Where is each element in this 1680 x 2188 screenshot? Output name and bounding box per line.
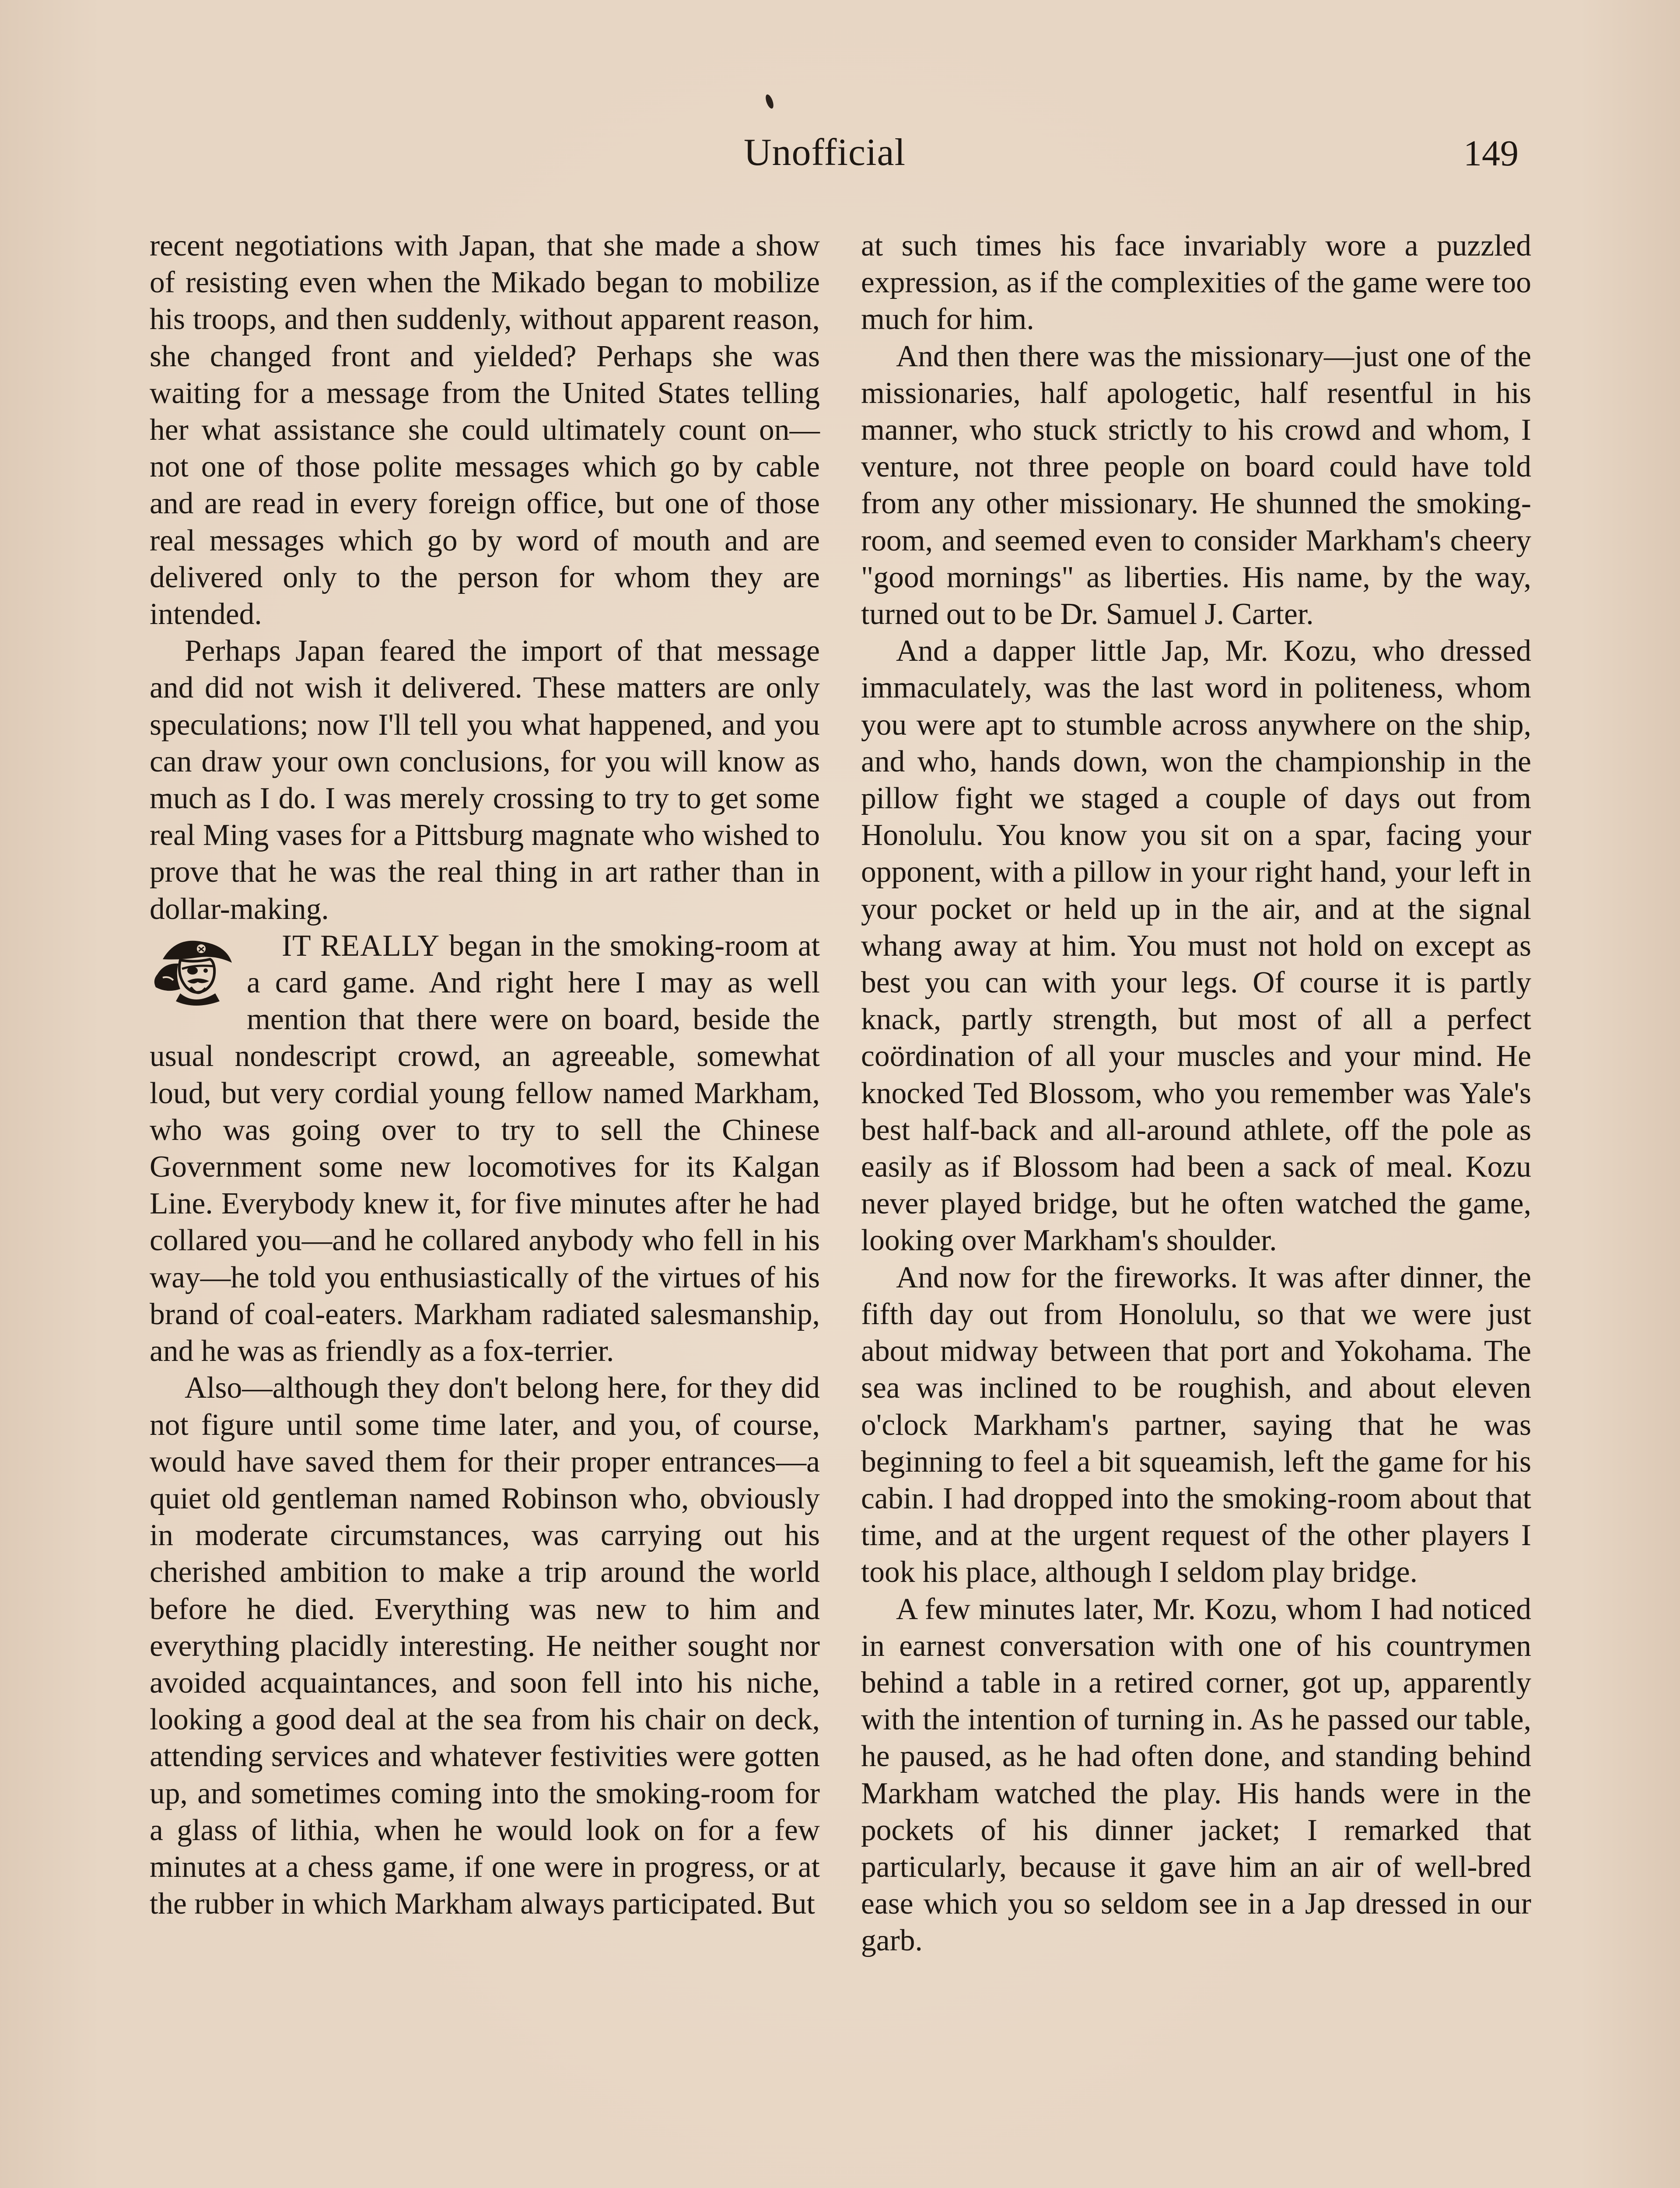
paragraph: recent negotiations with Japan, that she made a show of resisting even when the Mikado began to mobilize his troops, and then suddenly, without apparent reason, she changed front and yielded? Perhaps she was waiting for a message from the United States telling her what assistance she could ultimately count on—not one of those polite messages which go by cable and are read in every foreign office, but one of those real messages which go by word of mouth and are delivered only to the person for whom they are intended.	[150, 229, 820, 631]
page-number: 149	[1463, 133, 1519, 174]
paragraph: at such times his face invariably wore a puzzled expression, as if the complexities of the game were too much for him.	[861, 229, 1531, 337]
right-column	[861, 228, 1531, 1960]
section-opening-paragraph	[150, 928, 820, 1370]
section-lead-caps: IT REALLY	[282, 929, 440, 963]
running-head	[0, 130, 1680, 183]
paragraph: A few minutes later, Mr. Kozu, whom I had noticed in earnest conversation with one of his countrymen behind a table in a retired corner, got up, apparently with the intention of turning in. As he passed our table, he paused, as he had often done, and standing behind Markham watched the play. His hands were in the pockets of his dinner jacket; I remarked that particularly, because it gave him an air of well-bred ease which you so seldom see in a Jap dressed in our garb.	[861, 1592, 1531, 1958]
pirate-head-ornament-icon	[150, 932, 237, 1006]
paragraph: And then there was the missionary—just one of the missionaries, half apologetic, half resentful in his manner, who stuck strictly to his crowd and whom, I venture, not three people on board could have told from any other missionary. He shunned the smoking-room, and seemed even to consider Markham's cheery "good mornings" as liberties. His name, by the way, turned out to be Dr. Samuel J. Carter.	[861, 339, 1531, 631]
left-column	[150, 228, 820, 1922]
paragraph-text: began in the smoking-room at a card game. And right here I may as well mention that there were on board, beside the usual nondescript crowd, an agreeable, somewhat loud, but very cordial young fellow named Markham, who was going over to try to sell the Chinese Government some new locomotives for its Kalgan Line. Everybody knew it, for five minutes after he had collared you—and he collared anybody who fell in his way—he told you enthusiastically of the virtues of his brand of coal-eaters. Markham radiated salesmanship, and he was as friendly as a fox-terrier.	[150, 929, 820, 1368]
running-title: Unofficial	[744, 131, 906, 174]
ink-speck	[764, 94, 775, 110]
paragraph: Perhaps Japan feared the import of that message and did not wish it delivered. These matters are only speculations; now I'll tell you what happened, and you can draw your own conclusions, for you will know as much as I do. I was merely crossing to try to get some real Ming vases for a Pittsburg magnate who wished to prove that he was the real thing in art rather than in dollar-making.	[150, 634, 820, 926]
paragraph: And now for the fireworks. It was after dinner, the fifth day out from Honolulu, so that we were just about midway between that port and Yokohama. The sea was inclined to be roughish, and about eleven o'clock Markham's partner, saying that he was beginning to feel a bit squeamish, left the game for his cabin. I had dropped into the smoking-room about that time, and at the urgent request of the other players I took his place, although I seldom play bridge.	[861, 1260, 1531, 1589]
paragraph: And a dapper little Jap, Mr. Kozu, who dressed immaculately, was the last word in politeness, whom you were apt to stumble across anywhere on the ship, and who, hands down, won the championship in the pillow fight we staged a couple of days out from Honolulu. You know you sit on a spar, facing your opponent, with a pillow in your right hand, your left in your pocket or held up in the air, and at the signal whang away at him. You must not hold on except as best you can with your legs. Of course it is partly knack, partly strength, but most of all a perfect coördination of all your muscles and your mind. He knocked Ted Blossom, who you remember was Yale's best half-back and all-around athlete, off the pole as easily as if Blossom had been a sack of meal. Kozu never played bridge, but he often watched the game, looking over Markham's shoulder.	[861, 634, 1531, 1258]
paragraph: Also—although they don't belong here, for they did not figure until some time later, and you, of course, would have saved them for their proper entrances—a quiet old gentleman named Robinson who, obviously in moderate circumstances, was carrying out his cherished ambition to make a trip around the world before he died. Everything was new to him and everything placidly interesting. He neither sought nor avoided acquaintances, and soon fell into his niche, looking a good deal at the sea from his chair on deck, attending services and whatever festivities were gotten up, and sometimes coming into the smoking-room for a glass of lithia, when he would look on for a few minutes at a chess game, if one were in progress, or at the rubber in which Markham always participated. But	[150, 1371, 820, 1921]
